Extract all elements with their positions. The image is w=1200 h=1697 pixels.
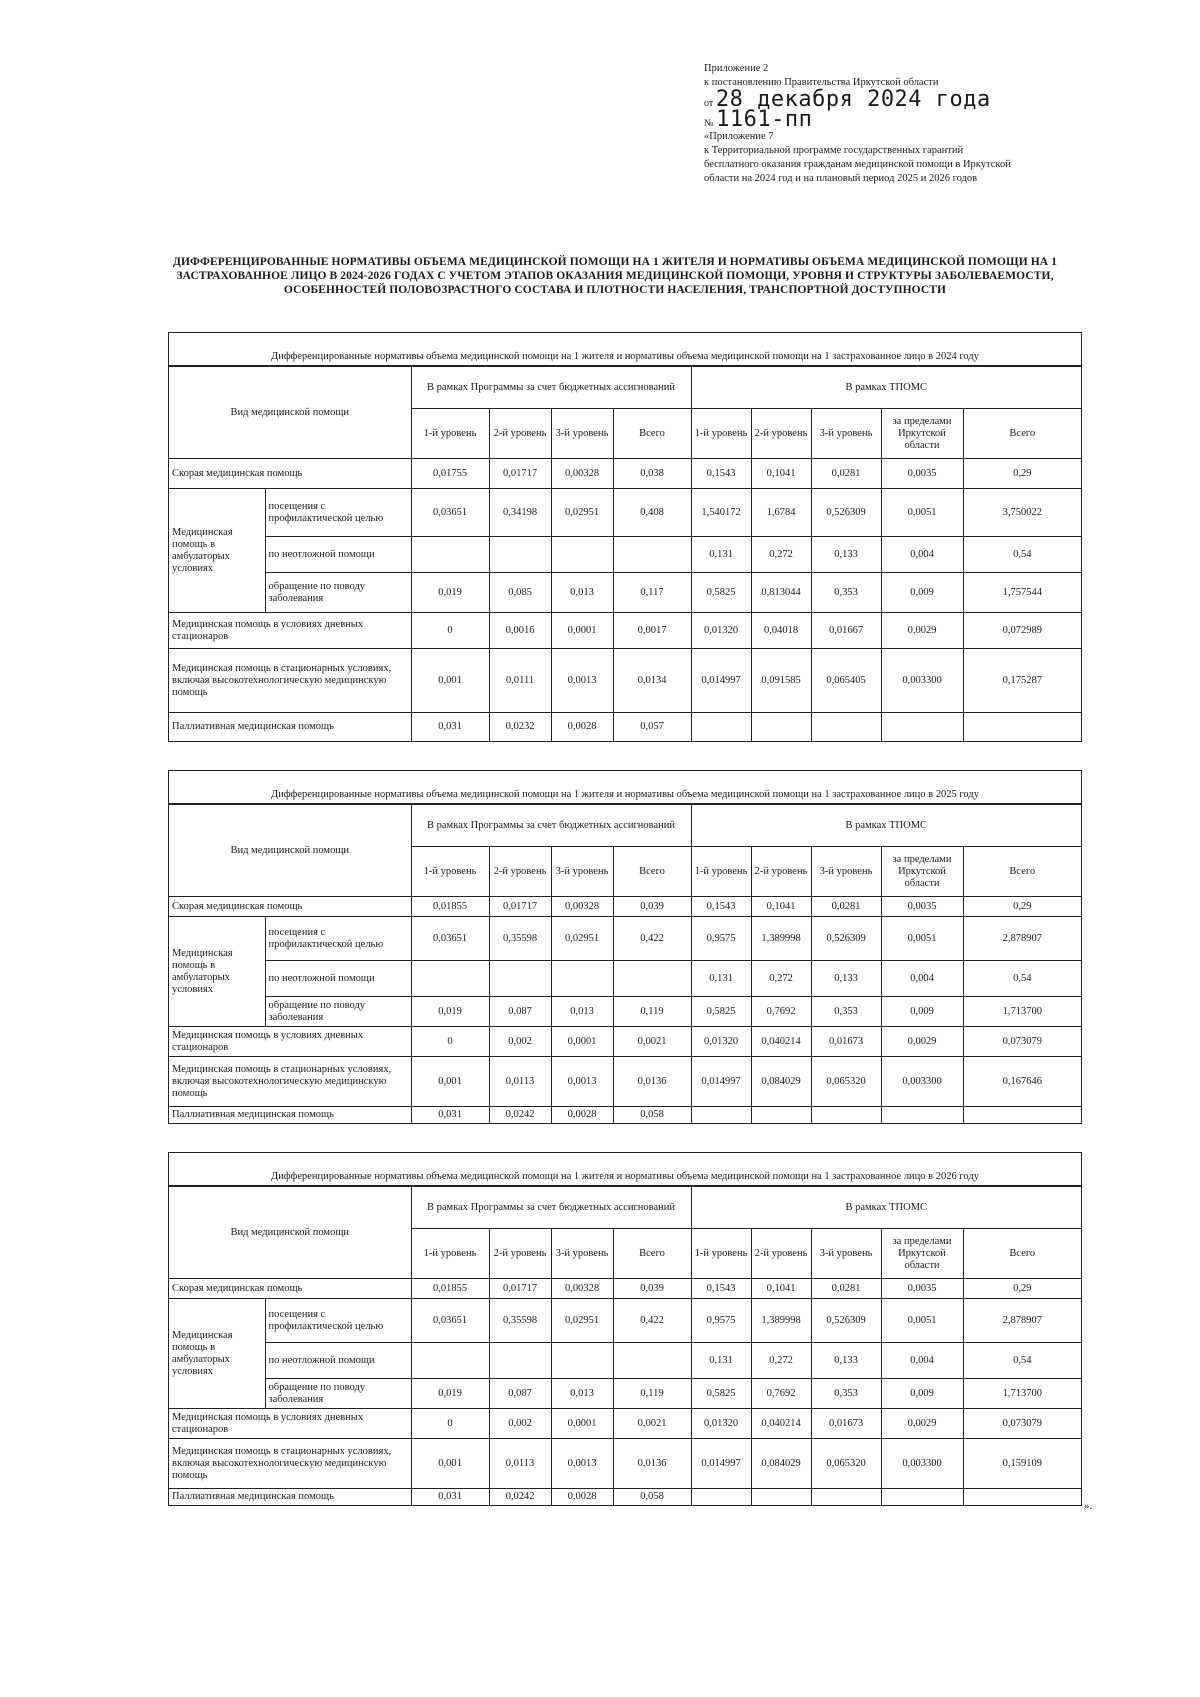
table-cell: 0,0281	[811, 459, 881, 489]
table-cell	[489, 1343, 551, 1379]
row-label-inpatient: Медицинская помощь в стационарных условиях, включая высокотехнологическую медицинскую помощь	[169, 1057, 411, 1107]
table-cell: 0,014997	[691, 1439, 751, 1489]
table-cell: 0,159109	[963, 1439, 1081, 1489]
header-row	[169, 805, 1081, 847]
table-cell: 0,353	[811, 997, 881, 1027]
program-reference-2: бесплатного оказания гражданам медицинской помощи в Иркутской	[704, 159, 1011, 170]
appendix-7-label: «Приложение 7	[704, 131, 774, 142]
table-cell	[963, 1107, 1081, 1123]
table-cell: 0,133	[811, 961, 881, 997]
table-cell	[963, 713, 1081, 741]
row-label-day: Медицинская помощь в условиях дневных стационаров	[169, 1409, 411, 1439]
table-cell: 0,087	[489, 997, 551, 1027]
table-cell: 0,133	[811, 1343, 881, 1379]
table-cell: 0,7692	[751, 997, 811, 1027]
table-cell: 0,422	[613, 917, 691, 961]
table-cell: 0,084029	[751, 1057, 811, 1107]
row-label-palliative: Паллиативная медицинская помощь	[169, 1107, 411, 1123]
table-cell	[691, 713, 751, 741]
column-header-lvl2: 2-й уровень	[489, 409, 551, 459]
table-cell: 0,073079	[963, 1409, 1081, 1439]
table-cell	[613, 1343, 691, 1379]
table-cell: 0,0051	[881, 489, 963, 537]
table-cell: 0	[411, 1027, 489, 1057]
column-header-outside: за пределами Иркутской области	[881, 847, 963, 897]
table-cell: 0,039	[613, 897, 691, 917]
table-cell: 0,0029	[881, 1027, 963, 1057]
table-row-inpatient	[169, 1439, 1081, 1489]
table-cell: 0,00328	[551, 459, 613, 489]
table-cell: 0,1041	[751, 897, 811, 917]
table-cell: 0,01673	[811, 1027, 881, 1057]
table-cell: 0,0134	[613, 649, 691, 713]
table-cell	[489, 537, 551, 573]
table-cell: 0,9575	[691, 1299, 751, 1343]
table-cell: 0,0028	[551, 713, 613, 741]
table-cell: 0,01320	[691, 613, 751, 649]
program-reference-3: области на 2024 год и на плановый период 2025 и 2026 годов	[704, 173, 978, 184]
table-cell	[613, 961, 691, 997]
table-cell	[489, 961, 551, 997]
row-label-ambulance: Скорая медицинская помощь	[169, 1279, 411, 1299]
table-cell: 0,01717	[489, 1279, 551, 1299]
table-cell: 0,0281	[811, 1279, 881, 1299]
column-header-total: Всего	[613, 1229, 691, 1279]
table-cell: 0,0029	[881, 1409, 963, 1439]
column-header-lvl2: 2-й уровень	[489, 847, 551, 897]
table-cell: 0,058	[613, 1489, 691, 1505]
table-cell: 0,091585	[751, 649, 811, 713]
table-cell: 0,54	[963, 1343, 1081, 1379]
table-cell: 0,001	[411, 1439, 489, 1489]
table-cell: 0,031	[411, 1489, 489, 1505]
column-header-tpoms: В рамках ТПОМС	[691, 367, 1081, 409]
table-cell: 0,01320	[691, 1027, 751, 1057]
table-cell: 0,0001	[551, 1027, 613, 1057]
table-cell: 0,353	[811, 1379, 881, 1409]
table-cell: 0,013	[551, 573, 613, 613]
row-label-appeals: обращение по поводу заболевания	[265, 997, 411, 1027]
table-cell: 3,750022	[963, 489, 1081, 537]
table-cell: 0,131	[691, 1343, 751, 1379]
table-cell: 0,01667	[811, 613, 881, 649]
column-header-total: Всего	[963, 409, 1081, 459]
table-cell: 0,01855	[411, 897, 489, 917]
table-cell: 0,5825	[691, 1379, 751, 1409]
table-cell: 0,019	[411, 1379, 489, 1409]
column-header-lvl3: 3-й уровень	[811, 847, 881, 897]
table-row-day	[169, 613, 1081, 649]
closing-quote: ».	[1084, 1500, 1093, 1512]
table-cell: 0,087	[489, 1379, 551, 1409]
table-cell	[881, 713, 963, 741]
table-cell: 0,019	[411, 573, 489, 613]
table-cell: 0,0029	[881, 613, 963, 649]
table-cell: 0,29	[963, 1279, 1081, 1299]
column-header-total: Всего	[613, 409, 691, 459]
table-cell: 0,0021	[613, 1409, 691, 1439]
table-cell: 0,422	[613, 1299, 691, 1343]
table-cell: 1,540172	[691, 489, 751, 537]
table-row-inpatient	[169, 1057, 1081, 1107]
table-cell: 0,0242	[489, 1107, 551, 1123]
row-label-inpatient: Медицинская помощь в стационарных условиях, включая высокотехнологическую медицинскую помощь	[169, 1439, 411, 1489]
column-header-tpoms: В рамках ТПОМС	[691, 805, 1081, 847]
table-cell	[881, 1489, 963, 1505]
table-cell	[751, 1107, 811, 1123]
table-cell: 0,004	[881, 537, 963, 573]
column-header-tpoms: В рамках ТПОМС	[691, 1187, 1081, 1229]
table-cell: 0,01673	[811, 1409, 881, 1439]
table-cell: 0,065320	[811, 1057, 881, 1107]
column-header-lvl3: 3-й уровень	[811, 409, 881, 459]
table-cell: 0,0113	[489, 1439, 551, 1489]
table-cell: 0	[411, 1409, 489, 1439]
table-cell: 0,0013	[551, 1057, 613, 1107]
table-cell: 0,009	[881, 997, 963, 1027]
table-row-day	[169, 1027, 1081, 1057]
row-label-day: Медицинская помощь в условиях дневных стационаров	[169, 613, 411, 649]
table-cell: 0,058	[613, 1107, 691, 1123]
table-cell	[691, 1489, 751, 1505]
table-cell	[691, 1107, 751, 1123]
table-cell: 0,0001	[551, 613, 613, 649]
table-cell: 0	[411, 613, 489, 649]
column-header-budget: В рамках Программы за счет бюджетных ассигнований	[411, 367, 691, 409]
table-row-appeals	[169, 573, 1081, 613]
table-cell: 0,085	[489, 573, 551, 613]
table-cell: 0,00328	[551, 1279, 613, 1299]
table-cell: 0,0013	[551, 1439, 613, 1489]
table-cell: 0,01717	[489, 897, 551, 917]
table-cell: 0,0016	[489, 613, 551, 649]
column-header-lvl3: 3-й уровень	[551, 1229, 613, 1279]
table-cell: 0,002	[489, 1409, 551, 1439]
header-row	[169, 367, 1081, 409]
table-cell: 0,408	[613, 489, 691, 537]
table-cell: 0,119	[613, 997, 691, 1027]
table-cell: 0,131	[691, 961, 751, 997]
appendix-header	[704, 62, 1084, 186]
table-cell: 0,0111	[489, 649, 551, 713]
column-header-lvl2_short: 2-й уровень	[751, 409, 811, 459]
column-header-kind: Вид медицинской помощи	[169, 1187, 411, 1279]
date-prefix: от	[704, 98, 714, 109]
table-row-palliative	[169, 1489, 1081, 1505]
table-cell	[411, 1343, 489, 1379]
table-cell: 0,01320	[691, 1409, 751, 1439]
table-cell: 0,0136	[613, 1057, 691, 1107]
column-header-lvl1: 1-й уровень	[411, 409, 489, 459]
table-cell: 0,35598	[489, 917, 551, 961]
table-cell: 0,065320	[811, 1439, 881, 1489]
table-cell: 0,1041	[751, 459, 811, 489]
row-label-palliative: Паллиативная медицинская помощь	[169, 1489, 411, 1505]
table-cell: 0,813044	[751, 573, 811, 613]
table-cell: 1,713700	[963, 1379, 1081, 1409]
column-header-lvl1_short: 1-й уровень	[691, 409, 751, 459]
table-cell: 0,0281	[811, 897, 881, 917]
table-cell: 0,004	[881, 961, 963, 997]
table-cell: 0,031	[411, 1107, 489, 1123]
table-cell: 0,272	[751, 961, 811, 997]
table-cell: 0,01717	[489, 459, 551, 489]
table-cell: 2,878907	[963, 1299, 1081, 1343]
table-cell: 0,119	[613, 1379, 691, 1409]
table-cell: 0,040214	[751, 1027, 811, 1057]
table-cell	[411, 961, 489, 997]
column-header-lvl3: 3-й уровень	[551, 409, 613, 459]
table-cell: 0,0013	[551, 649, 613, 713]
table-cell: 0,073079	[963, 1027, 1081, 1057]
column-header-total: Всего	[613, 847, 691, 897]
table-cell: 1,389998	[751, 1299, 811, 1343]
appendix-label: Приложение 2	[704, 63, 769, 74]
column-header-lvl3: 3-й уровень	[811, 1229, 881, 1279]
column-header-lvl1: 1-й уровень	[411, 847, 489, 897]
table-cell: 0,065405	[811, 649, 881, 713]
table-cell: 0,02951	[551, 1299, 613, 1343]
table-row-ambulance	[169, 459, 1081, 489]
table-cell: 0,5825	[691, 573, 751, 613]
table-cell: 0,009	[881, 573, 963, 613]
table-cell: 0,34198	[489, 489, 551, 537]
table-cell: 0,0232	[489, 713, 551, 741]
table-cell: 0,02951	[551, 489, 613, 537]
table-cell: 0,003300	[881, 1057, 963, 1107]
table-row-palliative	[169, 713, 1081, 741]
table-cell: 0,131	[691, 537, 751, 573]
table-cell: 0,9575	[691, 917, 751, 961]
table-cell: 0,013	[551, 1379, 613, 1409]
row-label-inpatient: Медицинская помощь в стационарных условиях, включая высокотехнологическую медицинскую помощь	[169, 649, 411, 713]
table-cell: 0,29	[963, 897, 1081, 917]
row-label-visits: посещения с профилактической целью	[265, 1299, 411, 1343]
row-label-visits: посещения с профилактической целью	[265, 489, 411, 537]
table-cell: 2,878907	[963, 917, 1081, 961]
table-cell: 0,133	[811, 537, 881, 573]
table-row-urgent	[169, 1343, 1081, 1379]
table-cell: 0,272	[751, 1343, 811, 1379]
table-cell: 0,01755	[411, 459, 489, 489]
table-cell: 0,019	[411, 997, 489, 1027]
table-cell: 0,01855	[411, 1279, 489, 1299]
decree-date: 28 декабря 2024 года	[715, 87, 991, 112]
row-label-outpatient: Медицинская помощь в амбулаторых условиях	[169, 489, 265, 613]
table-cell: 0,0017	[613, 613, 691, 649]
table-cell: 0,0136	[613, 1439, 691, 1489]
table-cell: 0,004	[881, 1343, 963, 1379]
column-header-outside: за пределами Иркутской области	[881, 409, 963, 459]
table-cell: 0,0113	[489, 1057, 551, 1107]
norms-table-3	[168, 1152, 1082, 1506]
table-cell: 0,038	[613, 459, 691, 489]
table-cell: 0,0021	[613, 1027, 691, 1057]
table-cell: 1,6784	[751, 489, 811, 537]
table-cell: 0,072989	[963, 613, 1081, 649]
row-label-urgent: по неотложной помощи	[265, 1343, 411, 1379]
row-label-ambulance: Скорая медицинская помощь	[169, 897, 411, 917]
table-cell: 0,0051	[881, 917, 963, 961]
table-row-ambulance	[169, 1279, 1081, 1299]
row-label-day: Медицинская помощь в условиях дневных стационаров	[169, 1027, 411, 1057]
row-label-urgent: по неотложной помощи	[265, 961, 411, 997]
table-cell: 0,1543	[691, 459, 751, 489]
decree-reference: к постановлению Правительства Иркутской области	[704, 77, 939, 88]
norms-table-grid	[169, 1186, 1081, 1505]
table-row-urgent	[169, 537, 1081, 573]
table-cell: 0,526309	[811, 489, 881, 537]
table-cell	[613, 537, 691, 573]
table-row-palliative	[169, 1107, 1081, 1123]
page-title: ДИФФЕРЕНЦИРОВАННЫЕ НОРМАТИВЫ ОБЪЕМА МЕДИЦИНСКОЙ ПОМОЩИ НА 1 ЖИТЕЛЯ И НОРМАТИВЫ ОБЪЕМА МЕДИЦИНСКОЙ ПОМОЩИ НА 1 ЗАСТРАХОВАННОЕ ЛИЦО В 2024-2026 ГОДАХ С УЧЕТОМ ЭТАПОВ ОКАЗАНИЯ МЕДИЦИНСКОЙ ПОМОЩИ, УРОВНЯ И СТРУКТУРЫ ЗАБОЛЕВАЕМОСТИ, ОСОБЕННОСТЕЙ ПОЛОВОЗРАСТНОГО СОСТАВА И ПЛОТНОСТИ НАСЕЛЕНИЯ, ТРАНСПОРТНОЙ ДОСТУПНОСТИ	[172, 256, 1058, 296]
table-cell	[551, 961, 613, 997]
table-cell: 0,0051	[881, 1299, 963, 1343]
table-cell: 0,526309	[811, 917, 881, 961]
table-cell	[751, 1489, 811, 1505]
table-cell: 0,175287	[963, 649, 1081, 713]
table-cell: 0,1041	[751, 1279, 811, 1299]
table-cell: 0,003300	[881, 1439, 963, 1489]
column-header-lvl3: 3-й уровень	[551, 847, 613, 897]
column-header-outside: за пределами Иркутской области	[881, 1229, 963, 1279]
column-header-total: Всего	[963, 847, 1081, 897]
table-cell: 0,0035	[881, 1279, 963, 1299]
table-cell: 0,013	[551, 997, 613, 1027]
decree-number: 1161-пп	[716, 107, 813, 132]
table-cell	[963, 1489, 1081, 1505]
row-label-urgent: по неотложной помощи	[265, 537, 411, 573]
table-cell: 0,014997	[691, 649, 751, 713]
table-cell: 0,03651	[411, 489, 489, 537]
program-reference-1: к Территориальной программе государственных гарантий	[704, 145, 964, 156]
table-row-day	[169, 1409, 1081, 1439]
table-cell: 1,389998	[751, 917, 811, 961]
table-cell: 0,009	[881, 1379, 963, 1409]
table-cell: 0,03651	[411, 1299, 489, 1343]
table-cell: 0,54	[963, 961, 1081, 997]
table-cell	[411, 537, 489, 573]
table-cell: 1,713700	[963, 997, 1081, 1027]
table-cell: 0,084029	[751, 1439, 811, 1489]
column-header-lvl1_short: 1-й уровень	[691, 847, 751, 897]
table-cell	[811, 1489, 881, 1505]
table-cell: 0,35598	[489, 1299, 551, 1343]
table-row-inpatient	[169, 649, 1081, 713]
table-cell	[551, 537, 613, 573]
table-cell: 0,001	[411, 649, 489, 713]
table-cell: 0,0035	[881, 459, 963, 489]
column-header-lvl2_short: 2-й уровень	[751, 847, 811, 897]
table-cell	[751, 713, 811, 741]
table-row-urgent	[169, 961, 1081, 997]
row-label-outpatient: Медицинская помощь в амбулаторых условиях	[169, 917, 265, 1027]
number-prefix: №	[704, 118, 714, 129]
table-cell: 0,1543	[691, 897, 751, 917]
table-cell	[551, 1343, 613, 1379]
table-cell: 0,002	[489, 1027, 551, 1057]
table-cell: 0,0035	[881, 897, 963, 917]
table-caption: Дифференцированные нормативы объема медицинской помощи на 1 жителя и нормативы объема медицинской помощи на 1 застрахованное лицо в 2026 году	[169, 1153, 1081, 1186]
row-label-appeals: обращение по поводу заболевания	[265, 573, 411, 613]
column-header-lvl1: 1-й уровень	[411, 1229, 489, 1279]
column-header-kind: Вид медицинской помощи	[169, 805, 411, 897]
table-cell: 0,54	[963, 537, 1081, 573]
table-cell: 0,057	[613, 713, 691, 741]
table-cell	[811, 1107, 881, 1123]
decree-number-row	[704, 107, 1084, 132]
column-header-lvl2: 2-й уровень	[489, 1229, 551, 1279]
row-label-visits: посещения с профилактической целью	[265, 917, 411, 961]
table-cell: 0,0001	[551, 1409, 613, 1439]
table-cell: 0,031	[411, 713, 489, 741]
row-label-palliative: Паллиативная медицинская помощь	[169, 713, 411, 741]
table-cell: 0,7692	[751, 1379, 811, 1409]
column-header-budget: В рамках Программы за счет бюджетных ассигнований	[411, 1187, 691, 1229]
table-row-visits	[169, 917, 1081, 961]
table-cell: 0,167646	[963, 1057, 1081, 1107]
row-label-outpatient: Медицинская помощь в амбулаторых условиях	[169, 1299, 265, 1409]
table-row-visits	[169, 1299, 1081, 1343]
table-caption: Дифференцированные нормативы объема медицинской помощи на 1 жителя и нормативы объема медицинской помощи на 1 застрахованное лицо в 2025 году	[169, 771, 1081, 804]
table-cell: 0,117	[613, 573, 691, 613]
table-cell: 0,0028	[551, 1489, 613, 1505]
table-cell: 0,02951	[551, 917, 613, 961]
row-label-appeals: обращение по поводу заболевания	[265, 1379, 411, 1409]
table-cell	[811, 713, 881, 741]
table-cell: 0,003300	[881, 649, 963, 713]
norms-table-grid	[169, 804, 1081, 1123]
table-row-appeals	[169, 1379, 1081, 1409]
table-cell: 0,5825	[691, 997, 751, 1027]
norms-table-1	[168, 332, 1082, 742]
header-row	[169, 1187, 1081, 1229]
row-label-ambulance: Скорая медицинская помощь	[169, 459, 411, 489]
table-cell: 0,039	[613, 1279, 691, 1299]
table-caption: Дифференцированные нормативы объема медицинской помощи на 1 жителя и нормативы объема медицинской помощи на 1 застрахованное лицо в 2024 году	[169, 333, 1081, 366]
table-cell: 0,272	[751, 537, 811, 573]
column-header-total: Всего	[963, 1229, 1081, 1279]
norms-table-2	[168, 770, 1082, 1124]
table-row-ambulance	[169, 897, 1081, 917]
column-header-kind: Вид медицинской помощи	[169, 367, 411, 459]
table-cell: 0,03651	[411, 917, 489, 961]
column-header-lvl2_short: 2-й уровень	[751, 1229, 811, 1279]
table-cell: 0,04018	[751, 613, 811, 649]
norms-table-grid	[169, 366, 1081, 741]
table-cell: 0,1543	[691, 1279, 751, 1299]
table-cell: 0,0242	[489, 1489, 551, 1505]
table-cell: 0,0028	[551, 1107, 613, 1123]
table-cell: 0,526309	[811, 1299, 881, 1343]
table-cell: 1,757544	[963, 573, 1081, 613]
table-cell	[881, 1107, 963, 1123]
table-cell: 0,29	[963, 459, 1081, 489]
column-header-budget: В рамках Программы за счет бюджетных ассигнований	[411, 805, 691, 847]
table-cell: 0,001	[411, 1057, 489, 1107]
table-cell: 0,014997	[691, 1057, 751, 1107]
table-cell: 0,00328	[551, 897, 613, 917]
table-row-appeals	[169, 997, 1081, 1027]
table-row-visits	[169, 489, 1081, 537]
table-cell: 0,353	[811, 573, 881, 613]
column-header-lvl1_short: 1-й уровень	[691, 1229, 751, 1279]
table-cell: 0,040214	[751, 1409, 811, 1439]
